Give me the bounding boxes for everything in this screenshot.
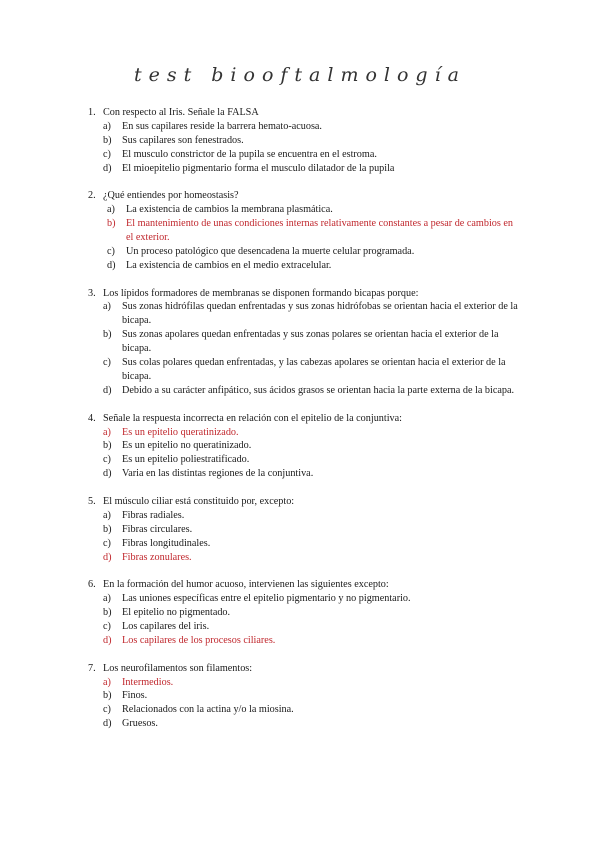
option-text: Varia en las distintas regiones de la conjuntiva. — [122, 468, 314, 480]
option-letter: b) — [103, 134, 112, 146]
option-b — [88, 606, 518, 620]
option-list — [88, 426, 518, 482]
option-c — [88, 148, 518, 162]
option-d — [88, 717, 518, 731]
option-text: Fibras radiales. — [122, 509, 185, 521]
option-text: La existencia de cambios la membrana plasmática. — [126, 204, 333, 216]
option-c — [88, 537, 518, 551]
document-title: test biooftalmología — [133, 64, 467, 86]
question-5 — [88, 495, 518, 565]
question-list — [88, 106, 518, 745]
question-text: Con respecto al Iris. Señale la FALSA — [103, 107, 259, 118]
option-a — [88, 203, 518, 217]
question-header — [88, 578, 518, 592]
option-letter: b) — [103, 523, 112, 535]
option-text: Es un epitelio queratinizado. — [122, 426, 239, 438]
question-header — [88, 495, 518, 509]
option-list — [88, 592, 518, 648]
option-b — [88, 328, 518, 356]
option-text: En sus capilares reside la barrera hemato-acuosa. — [122, 120, 322, 132]
question-3 — [88, 287, 518, 398]
question-text: Los lípidos formadores de membranas se disponen formando bicapas porque: — [103, 287, 419, 299]
option-text: Gruesos. — [122, 718, 158, 730]
option-letter: a) — [103, 301, 111, 313]
option-text: Intermedios. — [122, 676, 174, 688]
option-list — [88, 509, 518, 565]
option-text: Los capilares de los procesos ciliares. — [122, 634, 276, 646]
option-text: Relacionados con la actina y/o la miosina. — [122, 704, 294, 716]
question-header — [88, 106, 518, 120]
option-b — [88, 134, 518, 148]
option-d — [88, 162, 518, 176]
option-text: Un proceso patológico que desencadena la muerte celular programada. — [126, 245, 415, 257]
option-letter: d) — [103, 384, 112, 396]
question-header — [88, 189, 518, 203]
option-list — [88, 120, 518, 176]
option-b — [88, 523, 518, 537]
option-text: Fibras circulares. — [122, 523, 193, 535]
option-b — [88, 439, 518, 453]
option-text: El epitelio no pigmentado. — [122, 607, 231, 619]
option-list — [88, 300, 518, 397]
option-text: Sus colas polares quedan enfrentadas, y las cabezas apolares se orientan hacia el exterior de la bicapa. — [122, 357, 506, 382]
option-d — [88, 467, 518, 481]
question-2 — [88, 189, 518, 272]
option-letter: d) — [103, 551, 112, 563]
option-list — [88, 203, 518, 273]
option-a — [88, 592, 518, 606]
option-letter: d) — [103, 468, 112, 480]
option-letter: d) — [107, 259, 116, 271]
question-number: 3. — [88, 287, 96, 299]
option-letter: a) — [103, 593, 111, 605]
option-list — [88, 676, 518, 732]
option-d-correct — [88, 551, 518, 565]
question-header — [88, 287, 518, 301]
option-text: El mioepitelio pigmentario forma el musculo dilatador de la pupila — [122, 162, 395, 174]
option-text: Sus capilares son fenestrados. — [122, 134, 244, 146]
option-letter: d) — [103, 718, 112, 730]
option-letter: b) — [103, 440, 112, 452]
option-text: Sus zonas hidrófilas quedan enfrentadas y sus zonas hidrófobas se orientan hacia el exterior de la bicapa. — [122, 301, 518, 327]
option-text: Finos. — [122, 690, 148, 702]
question-6 — [88, 578, 518, 648]
option-letter: b) — [103, 607, 112, 619]
question-number: 5. — [88, 495, 96, 507]
question-text: En la formación del humor acuoso, intervienen las siguientes excepto: — [103, 579, 389, 591]
option-letter: c) — [103, 537, 111, 549]
question-7 — [88, 662, 518, 732]
option-letter: b) — [107, 218, 116, 230]
option-text: Fibras zonulares. — [122, 551, 192, 563]
question-text: ¿Qué entiendes por homeostasis? — [103, 190, 239, 202]
option-text: La existencia de cambios en el medio extracelular. — [126, 259, 332, 271]
option-letter: a) — [103, 426, 111, 438]
option-letter: a) — [103, 676, 111, 688]
option-letter: d) — [103, 634, 112, 646]
option-c — [88, 245, 518, 259]
option-letter: a) — [103, 120, 111, 132]
option-a — [88, 300, 518, 328]
option-a-correct — [88, 676, 518, 690]
option-text: Es un epitelio poliestratificado. — [122, 454, 250, 466]
option-letter: c) — [103, 620, 111, 632]
question-4 — [88, 412, 518, 482]
question-number: 6. — [88, 579, 96, 591]
question-text: Los neurofilamentos son filamentos: — [103, 662, 253, 674]
option-c — [88, 703, 518, 717]
option-c — [88, 356, 518, 384]
question-header — [88, 412, 518, 426]
option-text: El mantenimiento de unas condiciones internas relativamente constantes a pesar de cambios en el exterior. — [126, 218, 513, 244]
question-text: Señale la respuesta incorrecta en relación con el epitelio de la conjuntiva: — [103, 412, 402, 424]
option-letter: c) — [103, 454, 111, 466]
question-text: El músculo ciliar está constituido por, excepto: — [103, 495, 295, 507]
option-d — [88, 384, 518, 398]
option-letter: a) — [107, 204, 115, 216]
option-b — [88, 689, 518, 703]
option-c — [88, 620, 518, 634]
option-d — [88, 259, 518, 273]
option-text: El musculo constrictor de la pupila se encuentra en el estroma. — [122, 148, 377, 160]
option-letter: d) — [103, 162, 112, 174]
question-number: 1. — [88, 107, 96, 118]
option-letter: c) — [103, 357, 111, 369]
option-letter: a) — [103, 509, 111, 521]
option-text: Sus zonas apolares quedan enfrentadas y sus zonas polares se orientan hacia el exterior de la bicapa. — [122, 329, 499, 355]
option-letter: c) — [103, 704, 111, 716]
option-a-correct — [88, 426, 518, 440]
option-d-correct — [88, 634, 518, 648]
question-1 — [88, 106, 518, 176]
option-text: Es un epitelio no queratinizado. — [122, 440, 252, 452]
question-number: 2. — [88, 190, 96, 202]
option-letter: b) — [103, 329, 112, 341]
option-a — [88, 509, 518, 523]
question-number: 7. — [88, 662, 96, 674]
option-letter: b) — [103, 690, 112, 702]
option-text: Debido a su carácter anfipático, sus ácidos grasos se orientan hacia la parte externa de la bicapa. — [122, 384, 515, 396]
question-header — [88, 662, 518, 676]
option-text: Fibras longitudinales. — [122, 537, 211, 549]
option-a — [88, 120, 518, 134]
question-number: 4. — [88, 412, 96, 424]
option-text: Las uniones específicas entre el epitelio pigmentario y no pigmentario. — [122, 593, 411, 605]
option-c — [88, 453, 518, 467]
option-text: Los capilares del iris. — [122, 620, 210, 632]
option-b-correct — [88, 217, 518, 245]
option-letter: c) — [103, 148, 111, 160]
option-letter: c) — [107, 245, 115, 257]
